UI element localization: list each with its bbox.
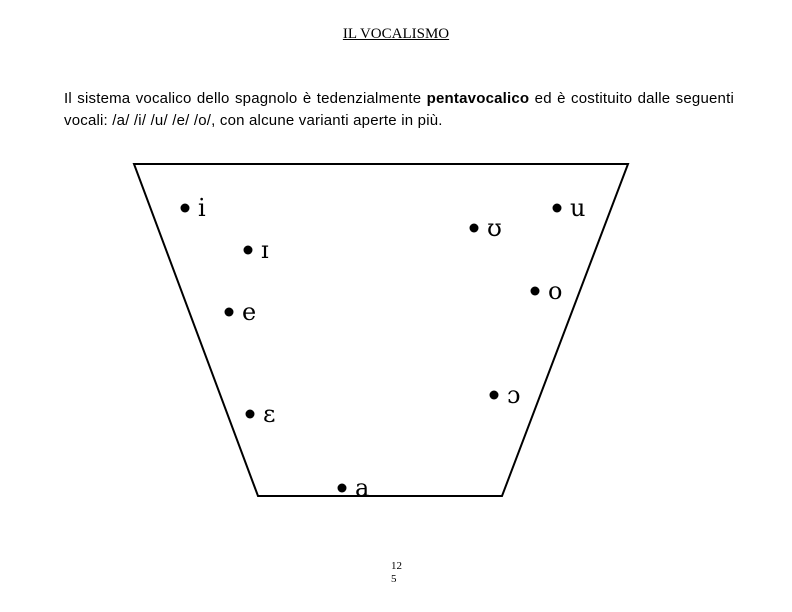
vowel-symbol: o [548, 277, 563, 305]
vowel-symbol: u [570, 194, 586, 222]
intro-text-after: ed è costituito dalle seguenti vocali: /a/ /i/ /u/ /e/ /o/, con alcune varianti aperte in più. [64, 90, 734, 129]
vowel-dot [246, 410, 255, 419]
vowel-dot [181, 204, 190, 213]
vowel-symbol: a [355, 474, 370, 502]
vowel-symbol: ɔ [507, 381, 521, 409]
vowel-point [490, 381, 521, 409]
page-title: IL VOCALISMO [342, 26, 450, 42]
vowel-dot [338, 484, 347, 493]
vowel-symbol: i [198, 194, 206, 222]
vowel-dot [553, 204, 562, 213]
vowel-point [246, 400, 276, 428]
vowel-point [553, 194, 586, 222]
vowel-point [531, 277, 563, 305]
vowel-dot [225, 308, 234, 317]
page-number [391, 560, 402, 586]
vowel-point [338, 474, 370, 502]
vowel-point [470, 214, 502, 242]
vowel-dot [244, 246, 253, 255]
vowel-point [181, 194, 207, 222]
vowel-symbol: e [242, 298, 257, 326]
page-number-line-2: 5 [391, 573, 397, 585]
vowel-dot [490, 391, 499, 400]
intro-text-bold: pentavocalico [426, 90, 530, 107]
vowel-point [244, 236, 270, 264]
vowel-layer [181, 194, 586, 502]
vowel-point [225, 298, 257, 326]
trapezium-outline [134, 164, 628, 496]
page-number-line-1: 12 [391, 560, 402, 572]
vowel-symbol: ʊ [487, 214, 502, 242]
vowel-symbol: ɪ [261, 236, 269, 264]
vowel-dot [531, 287, 540, 296]
vowel-symbol: ɛ [263, 400, 276, 428]
vowel-dot [470, 224, 479, 233]
intro-text-before: Il sistema vocalico dello spagnolo è tedenzialmente [64, 90, 427, 107]
